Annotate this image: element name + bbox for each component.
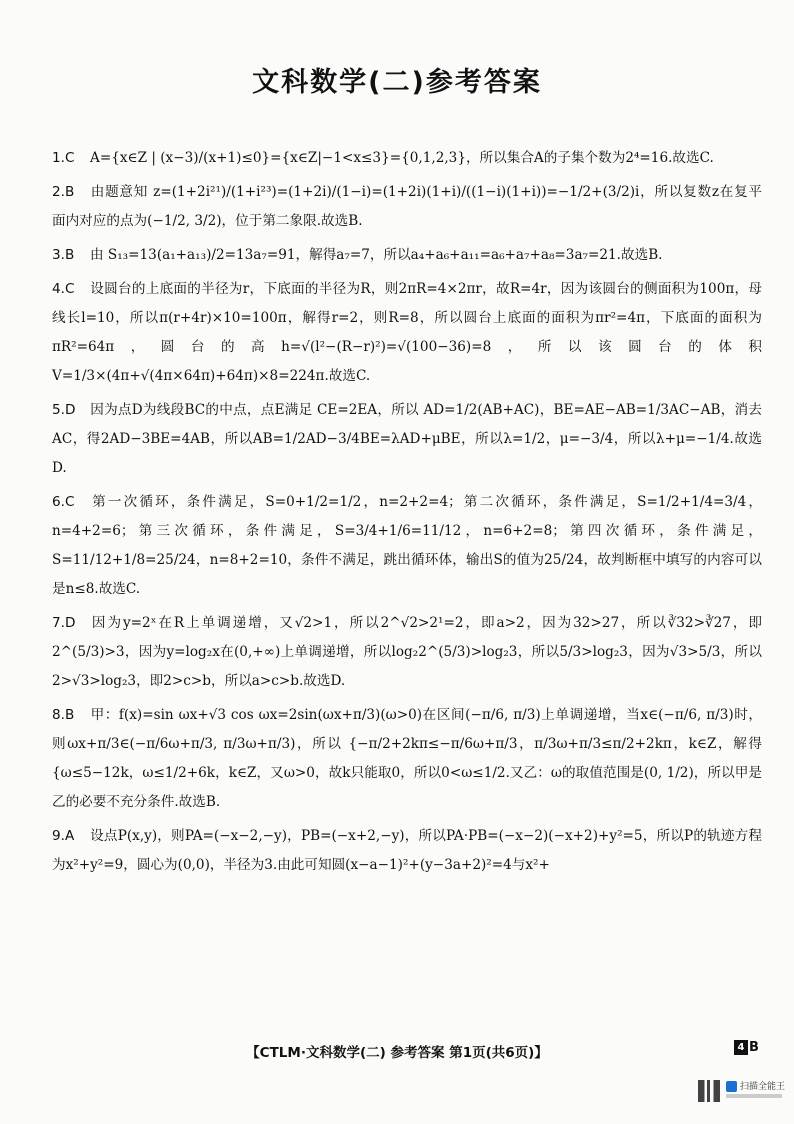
qr-code-icon xyxy=(698,1080,720,1102)
page-footer: 【CTLM·文科数学(二) 参考答案 第1页(共6页)】 xyxy=(246,1045,548,1061)
version-badge-letter: B xyxy=(749,1040,759,1055)
answer-item-6 xyxy=(52,488,762,604)
answer-item-8 xyxy=(52,701,762,817)
page-title: 文科数学(二)参考答案 xyxy=(252,67,542,98)
answer-item-4 xyxy=(52,275,762,391)
answer-number: 4.C xyxy=(52,281,75,297)
answer-item-3 xyxy=(52,241,762,270)
answer-text: 甲：f(x)=sin ωx+√3 cos ωx=2sin(ωx+π/3)(ω>0)在区间(−π/6, π/3)上单调递增，当x∈(−π/6, π/3)时，则ωx+π/3∈(−π/6ω+π/3, π/3ω+π/3)，所以 {−π/2+2kπ≤−π/6ω+π/3，π/3ω+π/3≤π/2+2kπ，k∈Z，解得 {ω≤5−12k，ω≤1/2+6k，k∈Z，又ω>0，故k只能取0，所以0<ω≤1/2.又乙：ω的取值范围是(0, 1/2)，所以甲是乙的必要不充分条件.故选B. xyxy=(52,707,762,810)
answer-number: 2.B xyxy=(52,184,75,200)
version-badge-number: 4 xyxy=(734,1040,748,1055)
answer-item-9 xyxy=(52,822,762,880)
answer-item-1 xyxy=(52,144,762,173)
answer-text: 因为点D为线段BC的中点，点E满足 CE=2EA，所以 AD=1/2(AB+AC)，BE=AE−AB=1/3AC−AB，消去AC，得2AD−3BE=4AB，所以AB=1/2AD−3/4BE=λAD+μBE，所以λ=1/2，μ=−3/4，所以λ+μ=−1/4.故选D. xyxy=(52,402,762,476)
answer-number: 6.C xyxy=(52,494,75,510)
scanner-logo-icon xyxy=(726,1081,737,1092)
answer-item-2 xyxy=(52,178,762,236)
scanner-watermark-label: 扫描全能王 xyxy=(740,1082,786,1092)
answer-number: 8.B xyxy=(52,707,75,723)
answer-text: 由 S₁₃=13(a₁+a₁₃)/2=13a₇=91，解得a₇=7，所以a₄+a₆+a₁₁=a₆+a₇+a₈=3a₇=21.故选B. xyxy=(90,247,663,263)
answer-number: 7.D xyxy=(52,615,76,631)
answer-number: 9.A xyxy=(52,828,75,844)
scanner-watermark-subtext-bar xyxy=(726,1094,782,1098)
answer-text: 由题意知 z=(1+2i²¹)/(1+i²³)=(1+2i)/(1−i)=(1+2i)(1+i)/((1−i)(1+i))=−1/2+(3/2)i，所以复数z在复平面内对应的点为(−1/2, 3/2)，位于第二象限.故选B. xyxy=(52,184,762,229)
answer-item-7 xyxy=(52,609,762,696)
answer-number: 3.B xyxy=(52,247,75,263)
answer-item-5 xyxy=(52,396,762,483)
answer-text: 设点P(x,y)，则PA=(−x−2,−y)，PB=(−x+2,−y)，所以PA·PB=(−x−2)(−x+2)+y²=5，所以P的轨迹方程为x²+y²=9，圆心为(0,0)，半径为3.由此可知圆(x−a−1)²+(y−3a+2)²=4与x²+ xyxy=(52,828,762,873)
answer-text: 因为y=2ˣ在R上单调递增，又√2>1，所以2^√2>2¹=2，即a>2，因为32>27，所以∛32>∛27，即2^(5/3)>3，因为y=log₂x在(0,+∞)上单调递增，所以log₂2^(5/3)>log₂3，所以5/3>log₂3，因为√3>5/3，所以2>√3>log₂3，即2>c>b，所以a>c>b.故选D. xyxy=(52,615,762,689)
answer-number: 5.D xyxy=(52,402,76,418)
answer-text: 第一次循环，条件满足，S=0+1/2=1/2，n=2+2=4；第二次循环，条件满足，S=1/2+1/4=3/4，n=4+2=6；第三次循环，条件满足，S=3/4+1/6=11/12，n=6+2=8；第四次循环，条件满足，S=11/12+1/8=25/24，n=8+2=10，条件不满足，跳出循环体，输出S的值为25/24，故判断框中填写的内容可以是n≤8.故选C. xyxy=(52,494,762,597)
answer-text: 设圆台的上底面的半径为r，下底面的半径为R，则2πR=4×2πr，故R=4r，因为该圆台的侧面积为100π，母线长l=10，所以π(r+4r)×10=100π，解得r=2，则R=8，所以圆台上底面的面积为πr²=4π，下底面的面积为πR²=64π，圆台的高h=√(l²−(R−r)²)=√(100−36)=8，所以该圆台的体积V=1/3×(4π+√(4π×64π)+64π)×8=224π.故选C. xyxy=(52,281,762,384)
answer-number: 1.C xyxy=(52,150,75,166)
answer-text: A={x∈Z | (x−3)/(x+1)≤0}={x∈Z|−1<x≤3}={0,1,2,3}，所以集合A的子集个数为2⁴=16.故选C. xyxy=(90,150,714,166)
answer-list xyxy=(52,144,762,880)
